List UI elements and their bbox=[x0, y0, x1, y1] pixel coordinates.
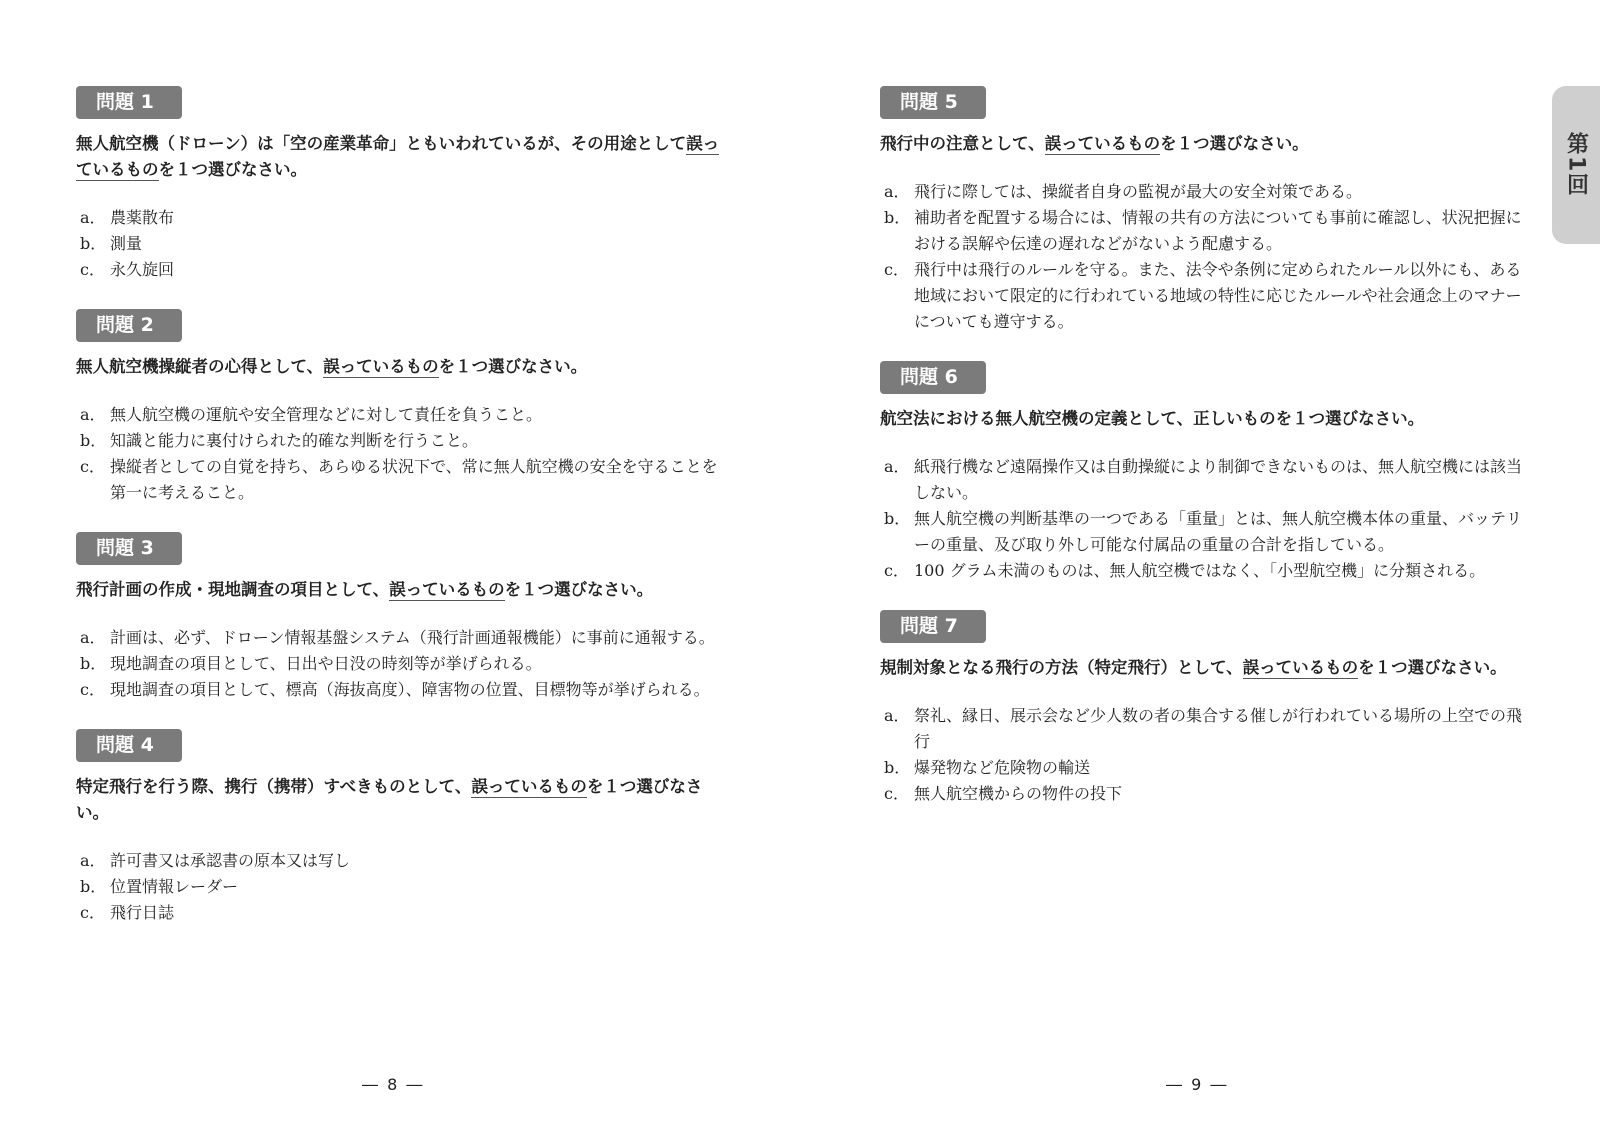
question-label: 問題 4 bbox=[76, 729, 182, 762]
option-text: 祭礼、縁日、展示会など少人数の者の集合する催しが行われている場所の上空での飛行 bbox=[914, 706, 1523, 751]
underline-emphasis: 誤っているもの bbox=[323, 357, 439, 376]
option-text: 無人航空機からの物件の投下 bbox=[914, 784, 1123, 803]
option-mark: a． bbox=[80, 851, 106, 870]
option-text: 100 グラム未満のものは、無人航空機ではなく、「小型航空機」に分類される。 bbox=[914, 561, 1486, 580]
option-item bbox=[880, 781, 1530, 807]
option-text: 現地調査の項目として、日出や日没の時刻等が挙げられる。 bbox=[110, 654, 542, 673]
option-text: 位置情報レーダー bbox=[110, 877, 239, 896]
underline-emphasis: 誤っているもの bbox=[1044, 134, 1161, 153]
option-item bbox=[76, 428, 726, 454]
question bbox=[880, 610, 1530, 807]
question-stem: 規制対象となる飛行の方法（特定飛行）として、誤っているものを１つ選びなさい。 bbox=[880, 658, 1507, 677]
option-list bbox=[880, 703, 1530, 807]
option-list bbox=[76, 848, 726, 926]
option-mark: b． bbox=[80, 654, 107, 673]
question-stem: 無人航空機操縦者の心得として、誤っているものを１つ選びなさい。 bbox=[76, 357, 588, 376]
option-item bbox=[76, 257, 726, 283]
option-item bbox=[76, 900, 726, 926]
option-mark: c． bbox=[80, 903, 105, 922]
option-list bbox=[76, 625, 726, 703]
option-mark: c． bbox=[80, 457, 105, 476]
option-item bbox=[880, 257, 1530, 335]
left-page bbox=[76, 86, 726, 952]
option-mark: a． bbox=[80, 405, 106, 424]
chapter-side-tab bbox=[1552, 86, 1600, 244]
question-stem: 特定飛行を行う際、携行（携帯）すべきものとして、誤っているものを１つ選びなさい。 bbox=[76, 777, 703, 822]
question bbox=[76, 532, 726, 703]
option-mark: b． bbox=[80, 877, 107, 896]
option-text: 無人航空機の判断基準の一つである「重量」とは、無人航空機本体の重量、バッテリーの重量、及び取り外し可能な付属品の重量の合計を指している。 bbox=[914, 509, 1523, 554]
question-label: 問題 2 bbox=[76, 309, 182, 342]
question-label: 問題 1 bbox=[76, 86, 182, 119]
option-item bbox=[880, 755, 1530, 781]
option-mark: c． bbox=[884, 784, 909, 803]
option-item bbox=[880, 179, 1530, 205]
underline-emphasis: 誤っているもの bbox=[471, 777, 587, 796]
option-list bbox=[76, 402, 726, 506]
option-item bbox=[76, 402, 726, 428]
option-item bbox=[76, 625, 726, 651]
option-text: 農薬散布 bbox=[110, 208, 175, 227]
question-stem: 飛行計画の作成・現地調査の項目として、誤っているものを１つ選びなさい。 bbox=[76, 580, 654, 599]
option-list bbox=[880, 179, 1530, 335]
question-stem: 無人航空機（ドローン）は「空の産業革命」ともいわれているが、その用途として誤っているものを１つ選びなさい。 bbox=[76, 134, 720, 179]
option-item bbox=[880, 703, 1530, 755]
underline-emphasis: 誤っているもの bbox=[389, 580, 505, 599]
option-item bbox=[880, 205, 1530, 257]
option-text: 紙飛行機など遠隔操作又は自動操縦により制御できないものは、無人航空機には該当しない。 bbox=[914, 457, 1523, 502]
option-mark: a． bbox=[884, 182, 910, 201]
option-item bbox=[76, 874, 726, 900]
question-label: 問題 7 bbox=[880, 610, 986, 643]
option-mark: c． bbox=[80, 680, 105, 699]
option-mark: a． bbox=[80, 628, 106, 647]
option-mark: b． bbox=[884, 208, 911, 227]
option-text: 永久旋回 bbox=[110, 260, 175, 279]
question-stem: 飛行中の注意として、誤っているものを１つ選びなさい。 bbox=[880, 134, 1309, 153]
question-label: 問題 6 bbox=[880, 361, 986, 394]
option-item bbox=[880, 454, 1530, 506]
option-text: 無人航空機の運航や安全管理などに対して責任を負うこと。 bbox=[110, 405, 543, 424]
question bbox=[76, 729, 726, 926]
option-text: 知識と能力に裏付けられた的確な判断を行うこと。 bbox=[110, 431, 479, 450]
option-text: 計画は、必ず、ドローン情報基盤システム（飛行計画通報機能）に事前に通報する。 bbox=[110, 628, 715, 647]
option-mark: c． bbox=[884, 561, 909, 580]
question bbox=[76, 86, 726, 283]
option-text: 飛行に際しては、操縦者自身の監視が最大の安全対策である。 bbox=[914, 182, 1363, 201]
option-mark: b． bbox=[80, 234, 107, 253]
underline-emphasis: 誤っているもの bbox=[1242, 658, 1359, 677]
option-item bbox=[880, 558, 1530, 584]
option-item bbox=[76, 231, 726, 257]
option-text: 爆発物など危険物の輸送 bbox=[914, 758, 1091, 777]
right-page bbox=[880, 86, 1530, 833]
option-mark: a． bbox=[884, 457, 910, 476]
option-item bbox=[76, 848, 726, 874]
chapter-tab-label: 第1回 bbox=[1563, 132, 1589, 198]
option-text: 許可書又は承認書の原本又は写し bbox=[110, 851, 351, 870]
option-list bbox=[76, 205, 726, 283]
option-item bbox=[76, 677, 726, 703]
option-text: 操縦者としての自覚を持ち、あらゆる状況下で、常に無人航空機の安全を守ることを第一に考えること。 bbox=[110, 457, 718, 502]
option-mark: a． bbox=[884, 706, 910, 725]
option-mark: b． bbox=[884, 509, 911, 528]
option-item bbox=[76, 651, 726, 677]
option-text: 飛行中は飛行のルールを守る。また、法令や条例に定められたルール以外にも、ある地域において限定的に行われている地域の特性に応じたルールや社会通念上のマナーについても遵守する。 bbox=[914, 260, 1522, 331]
option-mark: c． bbox=[884, 260, 909, 279]
page-number: ― 9 ― bbox=[1166, 1075, 1229, 1094]
question bbox=[880, 86, 1530, 335]
option-text: 測量 bbox=[110, 234, 143, 253]
option-text: 現地調査の項目として、標高（海抜高度）、障害物の位置、目標物等が挙げられる。 bbox=[110, 680, 710, 699]
underline-emphasis: 誤っているもの bbox=[76, 134, 720, 179]
option-list bbox=[880, 454, 1530, 584]
option-text: 飛行日誌 bbox=[110, 903, 175, 922]
page-number: ― 8 ― bbox=[362, 1075, 425, 1094]
option-item bbox=[76, 205, 726, 231]
option-mark: b． bbox=[80, 431, 107, 450]
question-label: 問題 3 bbox=[76, 532, 182, 565]
option-item bbox=[880, 506, 1530, 558]
question-stem: 航空法における無人航空機の定義として、正しいものを１つ選びなさい。 bbox=[880, 409, 1425, 428]
option-text: 補助者を配置する場合には、情報の共有の方法についても事前に確認し、状況把握における誤解や伝達の遅れなどがないよう配慮する。 bbox=[914, 208, 1522, 253]
option-mark: b． bbox=[884, 758, 911, 777]
option-mark: a． bbox=[80, 208, 106, 227]
question bbox=[76, 309, 726, 506]
question bbox=[880, 361, 1530, 584]
option-item bbox=[76, 454, 726, 506]
question-label: 問題 5 bbox=[880, 86, 986, 119]
option-mark: c． bbox=[80, 260, 105, 279]
